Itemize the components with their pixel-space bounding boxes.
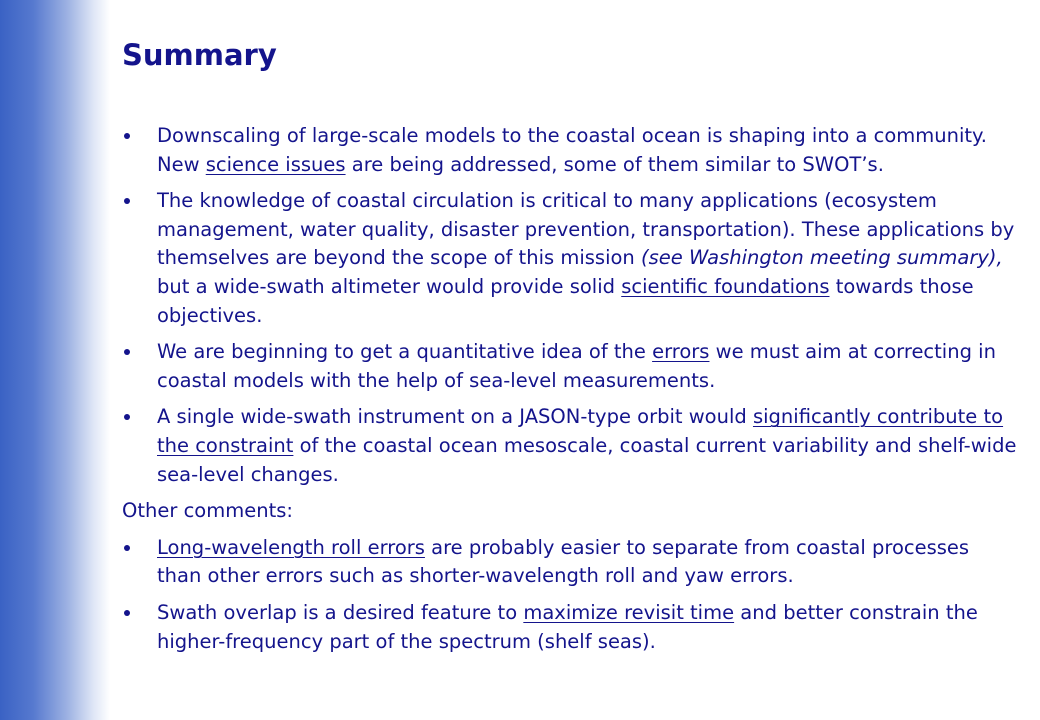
text-run: Downscaling of large-scale models to the coastal ocean is shaping into a community. New: [157, 124, 987, 176]
text-run: A single wide-swath instrument on a JASON-type orbit would: [157, 405, 753, 429]
bullet-item: [122, 599, 1017, 656]
slide-content: [122, 122, 1017, 664]
underlined-text: science issues: [205, 152, 346, 176]
bullet-item: [122, 403, 1017, 489]
text-run: Swath overlap is a desired feature to: [157, 600, 524, 624]
text-run: and better constrain the higher-frequency part of the spectrum (shelf seas).: [157, 600, 978, 653]
underlined-text: Long-wavelength roll errors: [157, 535, 425, 559]
other-bullet-list: [122, 534, 1017, 656]
text-run: towards those objectives.: [157, 274, 974, 327]
text-run: The knowledge of coastal circulation is critical to many applications (ecosystem management, water quality, disaster prevention, transportation). These applications by themselves are beyond the scope of this mission: [157, 189, 1015, 270]
other-comments-heading: Other comments:: [122, 499, 293, 523]
underlined-text: errors: [652, 340, 710, 364]
text-run: are probably easier to separate from coastal processes than other errors such as shorter-wavelength roll and yaw errors.: [157, 535, 970, 588]
underlined-text: scientific foundations: [621, 274, 830, 298]
text-run: We are beginning to get a quantitative idea of the: [157, 340, 653, 364]
underlined-text: significantly contribute to the constraint: [157, 405, 1004, 457]
text-run: are being addressed, some of them similar to SWOT’s.: [345, 152, 884, 176]
slide-title: Summary: [122, 38, 277, 72]
text-run: we must aim at correcting in coastal models with the help of sea-level measurements.: [157, 340, 996, 392]
bullet-item: [122, 534, 1017, 591]
italic-text: (see Washington meeting summary),: [640, 246, 1003, 270]
main-bullet-list: [122, 122, 1017, 489]
slide-side-gradient: [0, 0, 110, 720]
underlined-text: maximize revisit time: [523, 600, 735, 624]
text-run: but a wide-swath altimeter would provide solid: [157, 274, 622, 298]
bullet-item: [122, 187, 1017, 330]
bullet-item: [122, 122, 1017, 179]
bullet-item: [122, 338, 1017, 395]
text-run: of the coastal ocean mesoscale, coastal current variability and shelf-wide sea-level changes.: [157, 433, 1017, 486]
